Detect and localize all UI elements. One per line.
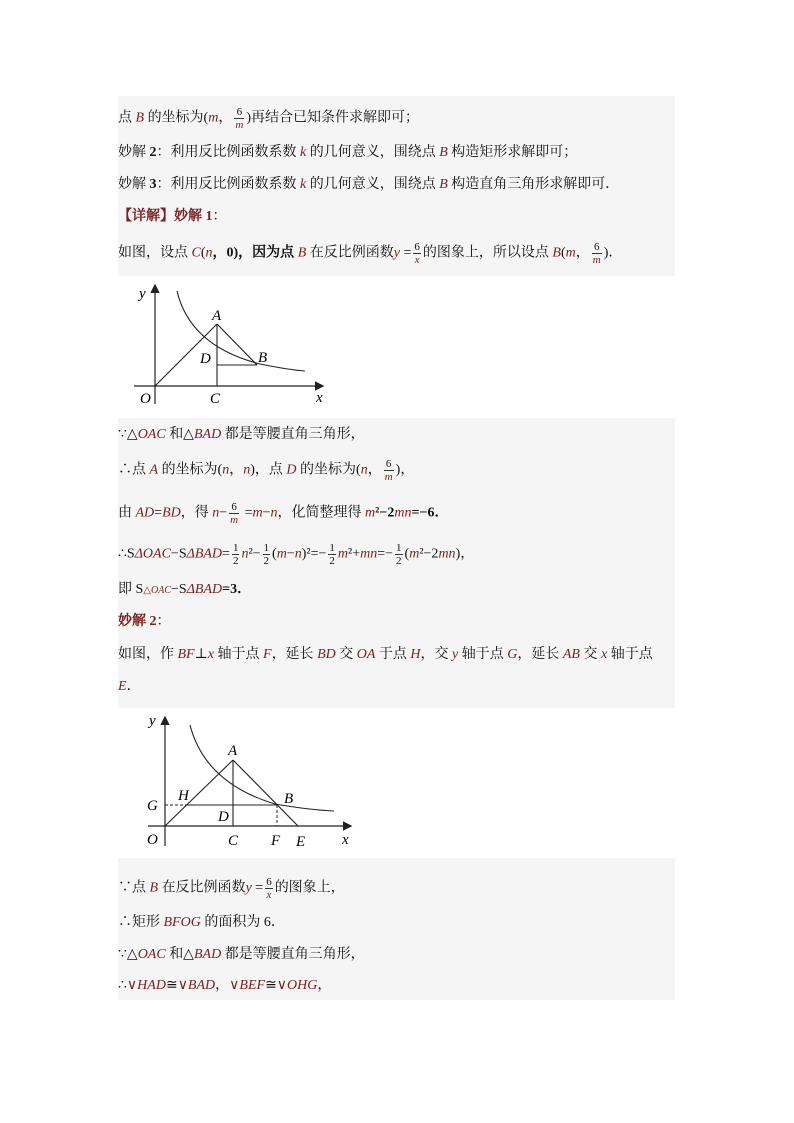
line-2: 妙解 2：利用反比例函数系数 k 的几何意义，围绕点 B 构造矩形求解即可； xyxy=(118,145,578,160)
segment-AB xyxy=(217,324,257,365)
line-5: 如图，设点 C(n，0)，因为点 B 在反比例函数y = $\frac{6}{x}$ 的图象上，所以设点 B(m， $\frac{6}{m}$ )． xyxy=(118,241,623,266)
line-13: E． xyxy=(118,679,141,694)
figure-1 xyxy=(120,276,331,414)
line-14: ∵点 B 在反比例函数y = $\frac{6}{x}$ 的图象上， xyxy=(118,876,345,901)
fraction: $\frac{6}{m}$ xyxy=(230,501,239,526)
label-y: y xyxy=(139,286,146,302)
figure-2 xyxy=(120,708,361,856)
label-H: H xyxy=(178,788,189,804)
line-12: 如图，作 BF⊥x 轴于点 F，延长 BD 交 OA 于点 H，交 y 轴于点 G，延长 AB 交 x 轴于点 xyxy=(118,647,653,662)
fraction: $\frac{1}{2}$ xyxy=(396,542,402,567)
label-O: O xyxy=(147,832,158,848)
label-x: x xyxy=(316,390,323,406)
fraction: $\frac{1}{2}$ xyxy=(263,542,270,567)
label-G: G xyxy=(147,798,158,814)
label-F: F xyxy=(271,833,281,849)
label-C: C xyxy=(210,391,221,407)
label-D: D xyxy=(200,351,211,367)
label-A: A xyxy=(212,308,222,324)
line-7: ∴点 A 的坐标为(n，n)，点 D 的坐标为(n， $\frac{6}{m}$ )， xyxy=(118,458,415,483)
label-A: A xyxy=(228,743,238,759)
line-3: 妙解 3：利用反比例函数系数 k 的几何意义，围绕点 B 构造直角三角形求解即可． xyxy=(118,177,620,192)
label-E: E xyxy=(296,834,306,850)
fraction: $\frac{6}{m}$ xyxy=(592,241,601,266)
line-16: ∵△OAC 和△BAD 都是等腰直角三角形， xyxy=(118,947,365,962)
label-D: D xyxy=(218,809,229,825)
hyperbola-curve xyxy=(177,291,305,371)
label-y: y xyxy=(149,713,156,729)
label-C: C xyxy=(228,833,239,849)
line-15: ∴矩形 BFOG 的面积为 6． xyxy=(118,915,285,930)
fraction: $\frac{6}{m}$ xyxy=(235,106,244,131)
hyperbola-curve xyxy=(190,725,334,811)
line-4-heading: 【详解】妙解 1： xyxy=(118,209,227,224)
line-11-heading: 妙解 2： xyxy=(118,614,171,629)
label-O: O xyxy=(140,391,151,407)
label-B: B xyxy=(258,350,268,366)
fraction: $\frac{6}{x}$ xyxy=(414,241,420,266)
line-8: 由 AD=BD，得 n− $\frac{6}{m}$ =m−n，化简整理得 m²−2mn=−6． xyxy=(118,501,449,526)
label-B: B xyxy=(284,791,294,807)
label-x: x xyxy=(342,832,349,848)
line-17: ∴∨HAD≅∨BAD，∨BEF≅∨OHG， xyxy=(118,978,332,993)
line-10: 即 S△OAC−SΔBAD=3． xyxy=(118,582,252,597)
fraction: $\frac{1}{2}$ xyxy=(329,542,335,567)
figure-1-diagram xyxy=(120,276,331,414)
fraction: $\frac{6}{x}$ xyxy=(266,876,272,901)
fraction: $\frac{1}{2}$ xyxy=(232,542,239,567)
figure-2-diagram xyxy=(120,708,361,856)
line-1: 点 B 的坐标为(m， $\frac{6}{m}$ )再结合已知条件求解即可； xyxy=(118,106,419,131)
line-9: ∴SΔOAC−SΔBAD= $\frac{1}{2}$ n²− $\frac{1}{2}$ (m−n)²=− $\frac{1}{2}$ m²+mn=− $\frac{1}{2}$ (m²−2mn)， xyxy=(118,542,475,567)
line-6: ∵△OAC 和△BAD 都是等腰直角三角形， xyxy=(118,427,365,442)
fraction: $\frac{6}{m}$ xyxy=(384,458,393,483)
